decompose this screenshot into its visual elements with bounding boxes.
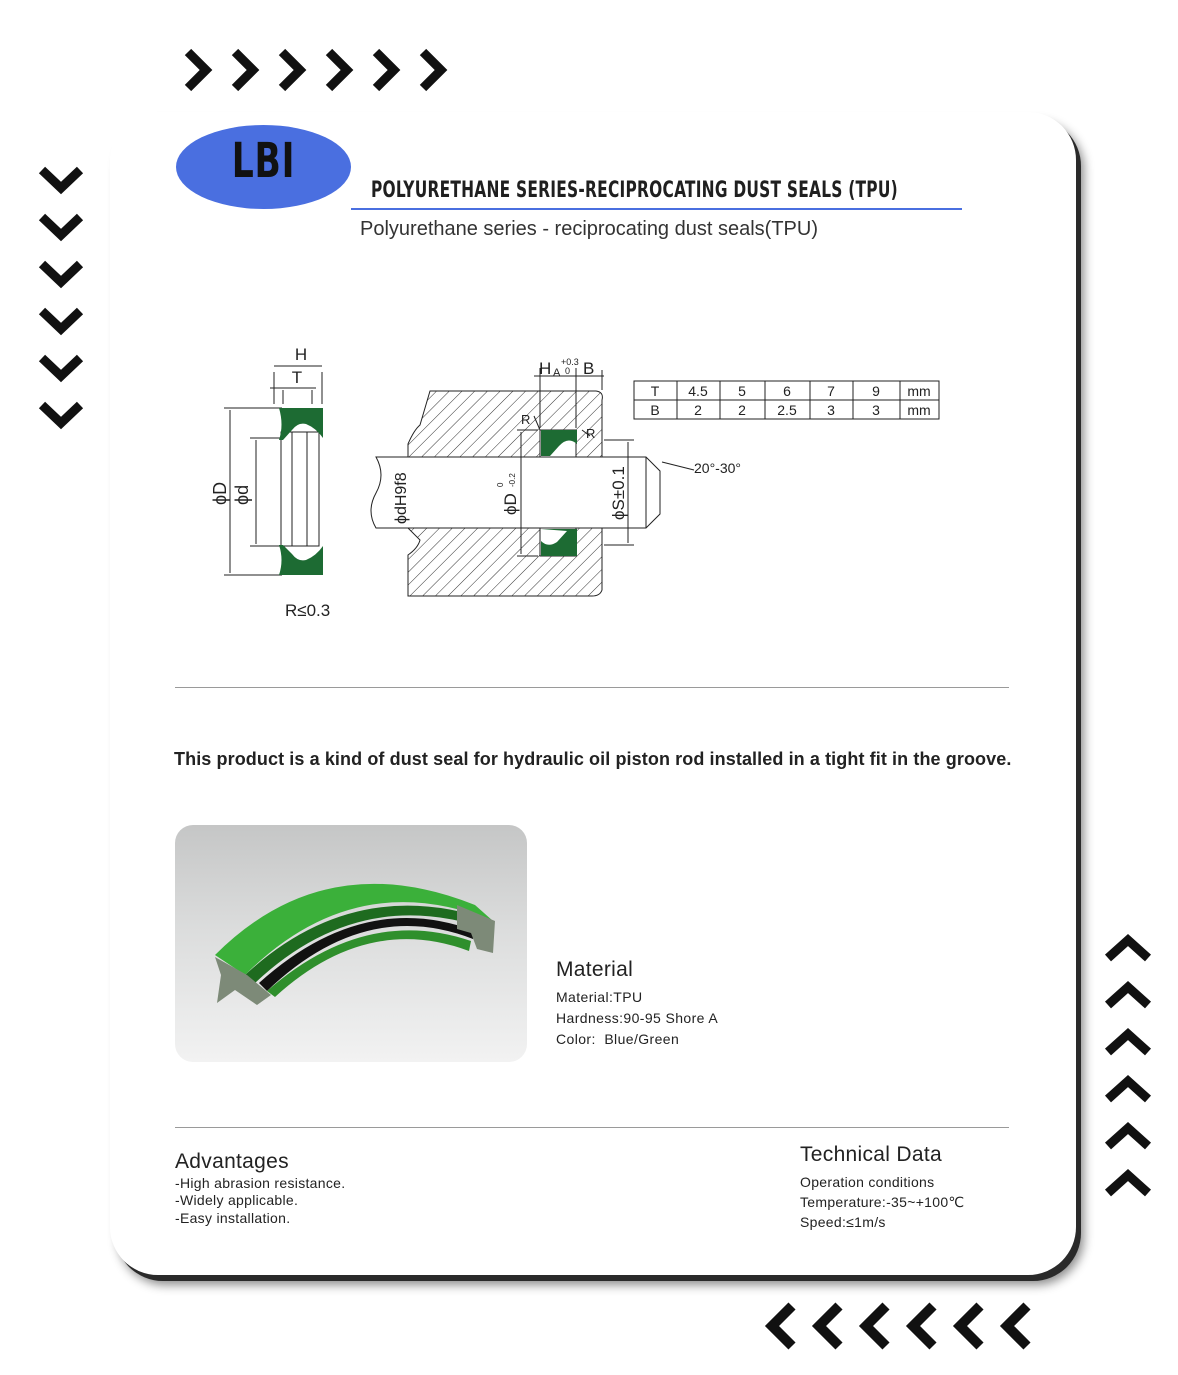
table-cell: T [650,383,660,399]
material-hardness: Hardness:90-95 Shore A [556,1010,719,1026]
dim-phid-left: ϕd [232,484,252,505]
table-cell: 5 [738,383,746,399]
model-code: LBI [231,133,296,189]
product-image [175,825,527,1062]
material-heading: Material [556,958,634,981]
advantages-heading: Advantages [175,1150,289,1173]
table-cell: B [650,402,660,418]
advantage-item: -Widely applicable. [175,1192,299,1208]
material-color: Color: Blue/Green [556,1031,680,1047]
chevron-right-row [180,44,460,100]
technical-item: Temperature:-35~+100℃ [800,1194,965,1210]
chevron-right-icon [376,52,394,88]
chevron-down-icon [42,405,80,423]
chevron-right-icon [282,52,300,88]
chevron-left-row [760,1298,1050,1358]
seal-profile-bottom [279,545,323,575]
page-subtitle: Polyurethane series - reciprocating dust seals(TPU) [360,218,818,240]
radius-note: R≤0.3 [285,601,331,620]
chevron-left-icon [772,1306,792,1346]
technical-item: Speed:≤1m/s [800,1214,886,1230]
chevron-down-icon [42,264,80,282]
table-cell: 6 [783,383,791,399]
dim-H-right: H [539,359,552,378]
dim-A: A [553,367,561,379]
table-cell: 2 [694,402,702,418]
dim-T-left: T [291,368,303,387]
chevron-down-icon [42,358,80,376]
chevron-left-icon [866,1306,886,1346]
advantage-item: -High abrasion resistance. [175,1175,346,1191]
dim-phiD-right: ϕD [501,493,520,515]
page-title: POLYURETHANE SERIES-RECIPROCATING DUST SEALS (TPU) [371,178,898,203]
dim-B: B [583,359,595,378]
chevron-up-column [1100,928,1162,1208]
chevron-down-column [34,160,94,440]
chevron-right-icon [423,52,441,88]
chevron-up-icon [1108,1128,1148,1146]
chevron-up-icon [1108,940,1148,958]
product-description: This product is a kind of dust seal for hydraulic oil piston rod installed in a tight fit in the groove. [174,749,1012,769]
chevron-left-icon [960,1306,980,1346]
chevron-left-icon [1007,1306,1027,1346]
chevron-right-icon [329,52,347,88]
table-cell: mm [907,402,931,418]
table-cell: 9 [872,383,880,399]
technical-drawing [190,330,970,640]
chamfer-angle: 20°-30° [694,460,742,476]
dim-phiD-left: ϕD [210,481,230,505]
advantage-item: -Easy installation. [175,1210,291,1226]
table-cell: 3 [827,402,835,418]
dim-phiS: ϕS±0.1 [609,466,628,520]
chevron-right-icon [235,52,253,88]
technical-item: Operation conditions [800,1174,935,1190]
chevron-down-icon [42,170,80,188]
table-cell: 7 [827,383,835,399]
divider [175,687,1009,688]
divider [175,1127,1009,1128]
installation-drawing [371,368,694,596]
chevron-left-icon [913,1306,933,1346]
seal-profile-top [279,408,323,440]
chevron-up-icon [1108,1081,1148,1099]
chevron-left-icon [819,1306,839,1346]
dim-H-left: H [294,345,308,364]
table-cell: 3 [872,402,880,418]
chevron-right-icon [188,52,206,88]
dim-tol-up: +0.3 [561,357,579,367]
dim-tol-zero: 0 [565,366,571,376]
title-underline [351,208,962,210]
chevron-up-icon [1108,1175,1148,1193]
chevron-down-icon [42,311,80,329]
dim-phiD-tol-low: -0.2 [508,473,517,487]
table-cell: mm [907,383,931,399]
table-cell: 2 [738,402,746,418]
radius-R2: R [586,426,596,441]
dim-phidH9f8: ϕdH9f8 [393,472,410,524]
radius-R1: R [521,412,531,427]
technical-heading: Technical Data [800,1143,942,1166]
chevron-up-icon [1108,1034,1148,1052]
seal-section-drawing [224,366,322,575]
chevron-up-icon [1108,987,1148,1005]
dim-phiD-tol-up: 0 [496,482,505,487]
table-cell: 2.5 [777,402,797,418]
table-cell: 4.5 [688,383,708,399]
content-card [110,112,1076,1275]
material-type: Material:TPU [556,989,643,1005]
